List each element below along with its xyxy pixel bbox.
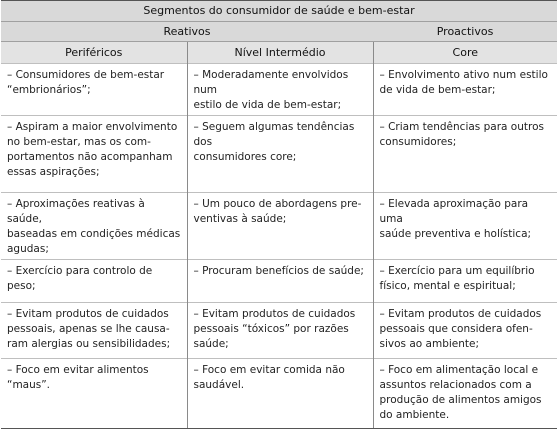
table-cell: – Aspiram a maior envolvimento no bem-estar, mas os com- portamentos não acompanham essas aspirações;: [1, 116, 187, 193]
table-cell: – Seguem algumas tendências dos consumidores core;: [187, 116, 373, 193]
table-cell: – Criam tendências para outros consumidores;: [373, 116, 557, 193]
column-header-core: Core: [373, 42, 557, 64]
table-row: [1, 303, 557, 359]
consumer-segments-table: [1, 0, 557, 429]
table-cell: – Evitam produtos de cuidados pessoais “tóxicos” por razões saúde;: [187, 303, 373, 359]
table-cell: – Evitam produtos de cuidados pessoais que considera ofen- sivos ao ambiente;: [373, 303, 557, 359]
table-cell: – Elevada aproximação para uma saúde preventiva e holística;: [373, 193, 557, 260]
table-cell: – Foco em alimentação local e assuntos relacionados com a produção de alimentos amigos do ambiente.: [373, 359, 557, 429]
table-cell: – Evitam produtos de cuidados pessoais, apenas se lhe causa- ram alergias ou sensibilidades;: [1, 303, 187, 359]
table-cell: – Envolvimento ativo num estilo de vida de bem-estar;: [373, 64, 557, 116]
table-row: [1, 116, 557, 193]
table-cell: – Foco em evitar alimentos “maus”.: [1, 359, 187, 429]
group-header-proactive: Proactivos: [373, 22, 557, 42]
table-title: Segmentos do consumidor de saúde e bem-estar: [1, 1, 557, 22]
table-row: [1, 260, 557, 303]
table-row: [1, 193, 557, 260]
table-cell: – Procuram benefícios de saúde;: [187, 260, 373, 303]
table-row: [1, 359, 557, 429]
table-cell: – Moderadamente envolvidos num estilo de vida de bem-estar;: [187, 64, 373, 116]
group-header-reactive: Reativos: [1, 22, 373, 42]
column-header-peripheral: Periféricos: [1, 42, 187, 64]
column-header-intermediate: Nível Intermédio: [187, 42, 373, 64]
table-cell: – Consumidores de bem-estar “embrionários”;: [1, 64, 187, 116]
table-cell: – Exercício para um equilíbrio físico, mental e espiritual;: [373, 260, 557, 303]
table-row: [1, 64, 557, 116]
table-cell: – Um pouco de abordagens pre- ventivas à saúde;: [187, 193, 373, 260]
table-cell: – Aproximações reativas à saúde, baseadas em condições médicas agudas;: [1, 193, 187, 260]
table-cell: – Foco em evitar comida não saudável.: [187, 359, 373, 429]
table-cell: – Exercício para controlo de peso;: [1, 260, 187, 303]
